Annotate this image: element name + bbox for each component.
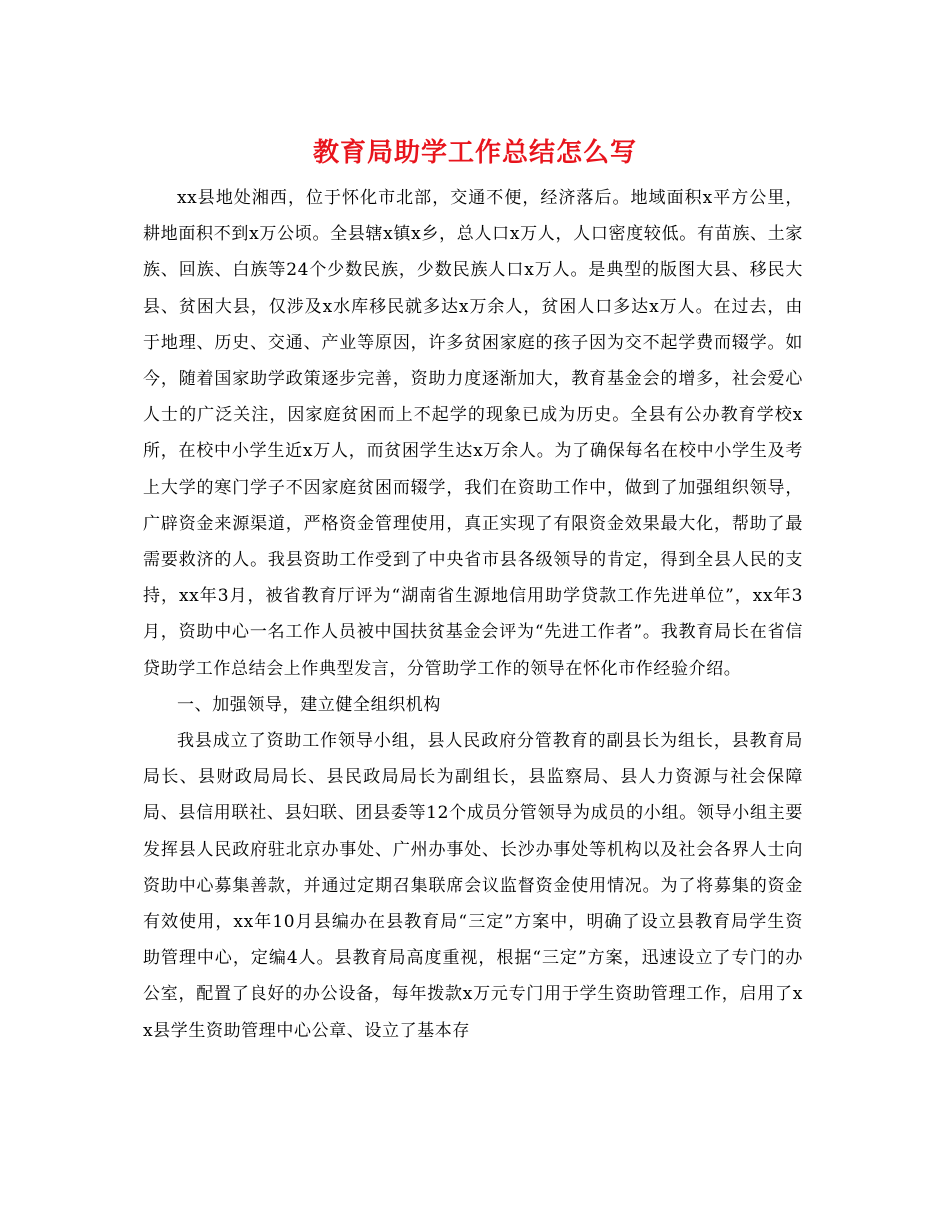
paragraph-organization: 我县成立了资助工作领导小组，县人民政府分管教育的副县长为组长，县教育局局长、县财政局局长、县民政局局长为副组长，县监察局、县人力资源与社会保障局、县信用联社、县妇联、团县委等12个成员分管领导为成员的小组。领导小组主要发挥县人民政府驻北京办事处、广州办事处、长沙办事处等机构以及社会各界人士向资助中心募集善款，并通过定期召集联席会议监督资金使用情况。为了将募集的资金有效使用，xx年10月县编办在县教育局“三定”方案中，明确了设立县教育局学生资助管理中心，定编4人。县教育局高度重视，根据“三定”方案，迅速设立了专门的办公室，配置了良好的办公设备，每年拨款x万元专门用于学生资助管理工作，启用了xx县学生资助管理中心公章、设立了基本存 [143,731,803,1041]
paragraph-intro: xx县地处湘西，位于怀化市北部，交通不便，经济落后。地域面积x平方公里，耕地面积不到x万公顷。全县辖x镇x乡，总人口x万人，人口密度较低。有苗族、土家族、回族、白族等24个少数民族，少数民族人口x万人。是典型的版图大县、移民大县、贫困大县，仅涉及x水库移民就多达x万余人，贫困人口多达x万人。在过去，由于地理、历史、交通、产业等原因，许多贫困家庭的孩子因为交不起学费而辍学。如今，随着国家助学政策逐步完善，资助力度逐渐加大，教育基金会的增多，社会爱心人士的广泛关注，因家庭贫困而上不起学的现象已成为历史。全县有公办教育学校x所，在校中小学生近x万人，而贫困学生达x万余人。为了确保每名在校中小学生及考上大学的寒门学子不因家庭贫困而辍学，我们在资助工作中，做到了加强组织领导，广辟资金来源渠道，严格资金管理使用，真正实现了有限资金效果最大化，帮助了最需要救济的人。我县资助工作受到了中央省市县各级领导的肯定，得到全县人民的支持，xx年3月，被省教育厅评为“湖南省生源地信用助学贷款工作先进单位”，xx年3月，资助中心一名工作人员被中国扶贫基金会评为“先进工作者”。我教育局长在省信贷助学工作总结会上作典型发言，分管助学工作的领导在怀化市作经验介绍。 [143,188,803,679]
document-title: 教育局助学工作总结怎么写 [312,138,637,168]
section-heading-1: 一、加强领导，建立健全组织机构 [177,694,441,715]
document-body [143,180,803,1049]
